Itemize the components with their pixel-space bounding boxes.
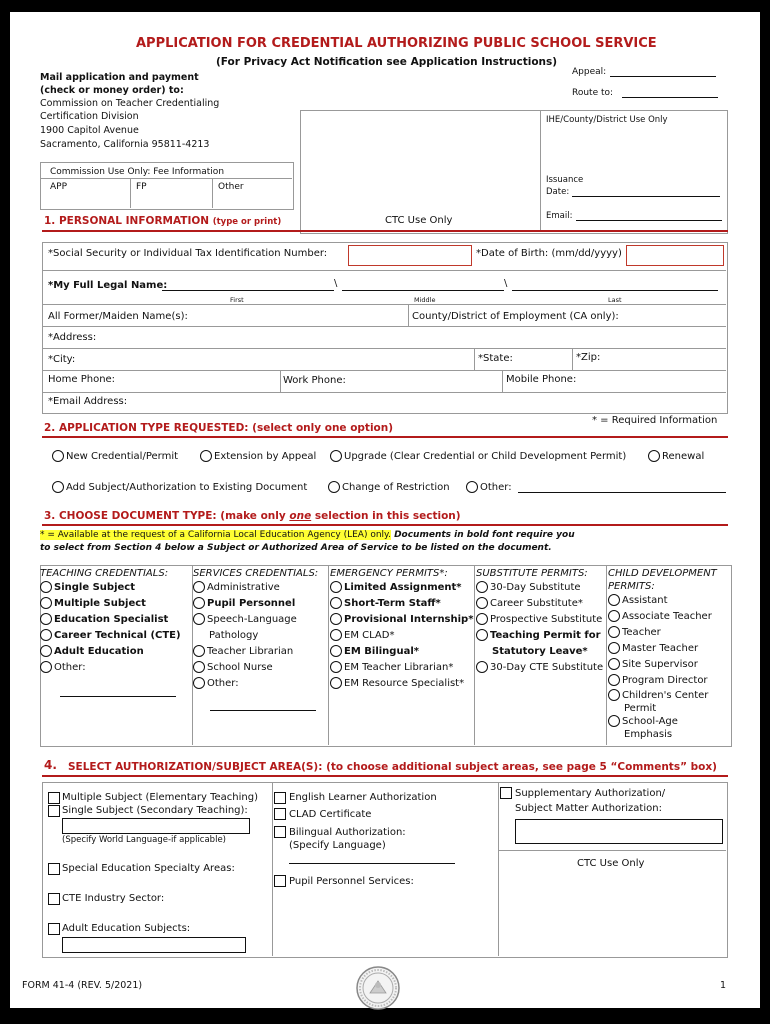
row-divider — [42, 270, 726, 271]
radio-icon — [52, 481, 64, 493]
supplementary-checkbox[interactable] — [500, 787, 512, 799]
doc-pupil-personnel[interactable]: Pupil Personnel — [193, 596, 318, 612]
work-phone-label: Work Phone: — [283, 375, 346, 386]
services-column — [193, 567, 318, 692]
radio-icon — [40, 661, 52, 673]
radio-icon — [193, 677, 205, 689]
world-language-note: (Specify World Language-if applicable) — [62, 835, 226, 845]
city-label: *City: — [48, 354, 76, 365]
address-label: *Address: — [48, 332, 97, 343]
section4-title: SELECT AUTHORIZATION/SUBJECT AREA(S): (to choose additional subject areas, see page 5 “Comments” box) — [68, 761, 717, 773]
first-name-input[interactable] — [162, 290, 334, 291]
radio-icon — [40, 613, 52, 625]
opt-upgrade[interactable]: Upgrade (Clear Credential or Child Development Permit) — [330, 450, 626, 463]
single-subject-input[interactable] — [62, 818, 250, 834]
section2-rule — [42, 436, 728, 438]
sped-checkbox[interactable] — [48, 863, 60, 875]
appeal-label: Appeal: — [572, 67, 607, 77]
state-seal-icon — [352, 965, 404, 1011]
radio-icon — [608, 642, 620, 654]
issuance-date-line[interactable] — [572, 196, 720, 197]
radio-icon — [40, 629, 52, 641]
doc-master-teacher[interactable]: Master Teacher — [608, 641, 717, 657]
doc-emphasis-caption: Emphasis — [624, 729, 673, 740]
radio-icon — [193, 645, 205, 657]
radio-icon — [330, 597, 342, 609]
col-divider — [502, 370, 503, 392]
fee-col-divider — [212, 178, 213, 208]
appeal-line[interactable] — [610, 76, 716, 77]
subject-matter-label: Subject Matter Authorization: — [515, 803, 662, 814]
el-auth-checkbox[interactable] — [274, 792, 286, 804]
services-header: SERVICES CREDENTIALS: — [193, 568, 319, 579]
sped-label: Special Education Specialty Areas: — [62, 863, 235, 874]
doc-provisional-internship[interactable]: Provisional Internship* — [330, 612, 473, 628]
grid-divider — [328, 565, 329, 745]
form-title: APPLICATION FOR CREDENTIAL AUTHORIZING PUBLIC SCHOOL SERVICE — [136, 36, 657, 51]
route-label: Route to: — [572, 88, 614, 98]
childdev-header-2: PERMITS: — [608, 581, 655, 592]
doc-teaching-permit[interactable]: Teaching Permit for — [476, 628, 603, 644]
ihe-label: IHE/County/District Use Only — [546, 115, 668, 125]
doc-teacher-librarian[interactable]: Teacher Librarian — [193, 644, 318, 660]
section4-rule — [42, 775, 728, 777]
doc-short-term-staff[interactable]: Short-Term Staff* — [330, 596, 473, 612]
radio-icon — [193, 661, 205, 673]
opt-extension[interactable]: Extension by Appeal — [200, 450, 316, 463]
doc-single-subject[interactable]: Single Subject — [40, 580, 181, 596]
adult-ed-input[interactable] — [62, 937, 246, 953]
radio-icon — [330, 450, 342, 462]
radio-icon — [330, 629, 342, 641]
bilingual-checkbox[interactable] — [274, 826, 286, 838]
doc-adult-education[interactable]: Adult Education — [40, 644, 181, 660]
doc-program-director[interactable]: Program Director — [608, 673, 717, 689]
emergency-header: EMERGENCY PERMITS*: — [330, 568, 448, 579]
col-divider — [408, 304, 409, 326]
issuance-label: Issuance — [546, 175, 584, 185]
cte-label: CTE Industry Sector: — [62, 893, 165, 904]
single-subject-label: Single Subject (Secondary Teaching): — [62, 805, 248, 816]
doc-limited-assignment[interactable]: Limited Assignment* — [330, 580, 473, 596]
doc-statutory-leave: Statutory Leave* — [492, 646, 588, 657]
doc-pathology: Pathology — [209, 630, 259, 641]
multiple-subject-label: Multiple Subject (Elementary Teaching) — [62, 792, 258, 803]
opt-renewal[interactable]: Renewal — [648, 450, 704, 463]
single-subject-checkbox[interactable] — [48, 805, 60, 817]
childdev-header: CHILD DEVELOPMENT — [608, 568, 717, 579]
doc-childrens-center[interactable]: Children's Center — [608, 689, 717, 702]
mail-line: Mail application and payment — [40, 72, 199, 83]
childdev-column — [608, 567, 717, 741]
name-separator: \ — [334, 278, 338, 289]
ssn-label: *Social Security or Individual Tax Identification Number: — [48, 248, 328, 259]
doc-prospective-substitute[interactable]: Prospective Substitute — [476, 612, 603, 628]
doc-permit-caption: Permit — [624, 703, 657, 714]
other-input[interactable] — [518, 492, 726, 493]
form-id: FORM 41-4 (REV. 5/2021) — [22, 980, 143, 991]
middle-caption: Middle — [414, 296, 436, 304]
mobile-phone-label: Mobile Phone: — [506, 374, 577, 385]
col-divider — [572, 348, 573, 370]
dob-label: *Date of Birth: (mm/dd/yyyy) — [476, 248, 622, 259]
page-number: 1 — [720, 980, 727, 991]
opt-new-credential[interactable]: New Credential/Permit — [52, 450, 178, 463]
adult-ed-label: Adult Education Subjects: — [62, 923, 191, 934]
doc-multiple-subject[interactable]: Multiple Subject — [40, 596, 181, 612]
doc-school-nurse[interactable]: School Nurse — [193, 660, 318, 676]
radio-icon — [608, 674, 620, 686]
teaching-column — [40, 567, 181, 676]
teaching-header: TEACHING CREDENTIALS: — [40, 568, 169, 579]
ctc-email-line[interactable] — [576, 220, 722, 221]
radio-icon — [330, 661, 342, 673]
radio-icon — [193, 581, 205, 593]
last-caption: Last — [608, 296, 622, 304]
opt-other[interactable]: Other: — [466, 481, 512, 494]
radio-icon — [52, 450, 64, 462]
clad-checkbox[interactable] — [274, 808, 286, 820]
section3-title: 3. CHOOSE DOCUMENT TYPE: (make only one selection in this section) — [44, 510, 461, 522]
county-label: County/District of Employment (CA only): — [412, 311, 619, 322]
radio-icon — [200, 450, 212, 462]
cte-checkbox[interactable] — [48, 893, 60, 905]
former-name-label: All Former/Maiden Name(s): — [48, 311, 188, 322]
form-page — [10, 12, 760, 1008]
fee-other: Other — [218, 182, 244, 192]
radio-icon — [648, 450, 660, 462]
bilingual-language-input[interactable] — [289, 863, 455, 864]
supplementary-input[interactable] — [515, 819, 723, 844]
row-divider — [42, 392, 726, 393]
row-divider — [42, 348, 726, 349]
radio-icon — [608, 594, 620, 606]
multiple-subject-checkbox[interactable] — [48, 792, 60, 804]
radio-icon — [608, 689, 620, 701]
radio-icon — [608, 715, 620, 727]
section3-note: * = Available at the request of a California Local Education Agency (LEA) only. Documents in bold font require you — [40, 530, 575, 540]
route-line[interactable] — [622, 97, 718, 98]
required-note: * = Required Information — [592, 415, 718, 426]
radio-icon — [608, 610, 620, 622]
section3-note-line2: to select from Section 4 below a Subject or Authorized Area of Service to be listed on the document. — [40, 543, 552, 553]
services-other-input[interactable] — [210, 710, 316, 711]
name-label: *My Full Legal Name: — [48, 280, 168, 291]
pupil-services-checkbox[interactable] — [274, 875, 286, 887]
specify-language-label: (Specify Language) — [289, 840, 386, 851]
first-caption: First — [230, 296, 244, 304]
radio-icon — [40, 597, 52, 609]
ctc-divider — [498, 850, 726, 851]
mail-line: (check or money order) to: — [40, 85, 184, 96]
doc-em-bilingual[interactable]: EM Bilingual* — [330, 644, 473, 660]
clad-label: CLAD Certificate — [289, 809, 372, 820]
grid-divider — [606, 565, 607, 745]
row-divider — [42, 304, 726, 305]
radio-icon — [330, 645, 342, 657]
adult-ed-checkbox[interactable] — [48, 923, 60, 935]
ssn-input[interactable] — [348, 245, 472, 266]
doc-site-supervisor[interactable]: Site Supervisor — [608, 657, 717, 673]
section4-ctc-use-only: CTC Use Only — [577, 858, 645, 869]
radio-icon — [193, 597, 205, 609]
radio-icon — [608, 658, 620, 670]
zip-label: *Zip: — [576, 352, 601, 363]
home-phone-label: Home Phone: — [48, 374, 116, 385]
radio-icon — [476, 661, 488, 673]
mail-line: 1900 Capitol Avenue — [40, 125, 139, 136]
doc-em-teacher-librarian[interactable]: EM Teacher Librarian* — [330, 660, 473, 676]
supplementary-label: Supplementary Authorization/ — [515, 788, 666, 799]
radio-icon — [328, 481, 340, 493]
doc-em-clad[interactable]: EM CLAD* — [330, 628, 473, 644]
el-auth-label: English Learner Authorization — [289, 792, 437, 803]
teaching-other-input[interactable] — [60, 696, 176, 697]
doc-education-specialist[interactable]: Education Specialist — [40, 612, 181, 628]
opt-change-restriction[interactable]: Change of Restriction — [328, 481, 450, 494]
radio-icon — [330, 613, 342, 625]
row-divider — [42, 326, 726, 327]
doc-30-day-cte-substitute[interactable]: 30-Day CTE Substitute — [476, 660, 603, 676]
doc-em-resource-specialist[interactable]: EM Resource Specialist* — [330, 676, 473, 692]
doc-school-age[interactable]: School-Age — [608, 715, 717, 728]
section4-num: 4. — [44, 758, 57, 772]
radio-icon — [330, 677, 342, 689]
doc-cd-teacher[interactable]: Teacher — [608, 625, 717, 641]
ctc-email-label: Email: — [546, 211, 573, 221]
email-label: *Email Address: — [48, 396, 128, 407]
radio-icon — [476, 581, 488, 593]
doc-administrative[interactable]: Administrative — [193, 580, 318, 596]
radio-icon — [330, 581, 342, 593]
state-label: *State: — [478, 353, 513, 364]
middle-name-input[interactable] — [342, 290, 504, 291]
grid-divider — [474, 565, 475, 745]
grid-divider — [498, 782, 499, 956]
doc-services-other[interactable]: Other: — [193, 676, 318, 692]
personal-info-box — [42, 242, 728, 414]
radio-icon — [476, 613, 488, 625]
form-subtitle: (For Privacy Act Notification see Application Instructions) — [216, 56, 558, 68]
substitute-column — [476, 567, 603, 676]
grid-divider — [272, 782, 273, 956]
doc-career-technical[interactable]: Career Technical (CTE) — [40, 628, 181, 644]
name-separator: \ — [504, 278, 508, 289]
mail-line: Commission on Teacher Credentialing — [40, 98, 220, 109]
doc-career-substitute[interactable]: Career Substitute* — [476, 596, 603, 612]
substitute-header: SUBSTITUTE PERMITS: — [476, 568, 588, 579]
section1-rule — [42, 230, 728, 232]
radio-icon — [476, 629, 488, 641]
doc-teaching-other[interactable]: Other: — [40, 660, 181, 676]
row-divider — [42, 370, 726, 371]
fee-divider — [40, 178, 292, 179]
dob-input[interactable] — [626, 245, 724, 266]
doc-30-day-substitute[interactable]: 30-Day Substitute — [476, 580, 603, 596]
opt-add-subject[interactable]: Add Subject/Authorization to Existing Document — [52, 481, 307, 494]
bilingual-label: Bilingual Authorization: — [289, 827, 406, 838]
last-name-input[interactable] — [512, 290, 718, 291]
doc-speech-language[interactable]: Speech-Language — [193, 612, 318, 628]
col-divider — [474, 348, 475, 370]
radio-icon — [608, 626, 620, 638]
radio-icon — [476, 597, 488, 609]
col-divider — [280, 370, 281, 392]
doc-assistant[interactable]: Assistant — [608, 593, 717, 609]
radio-icon — [40, 645, 52, 657]
fee-title: Commission Use Only: Fee Information — [50, 167, 225, 177]
fee-app: APP — [50, 182, 68, 192]
radio-icon — [466, 481, 478, 493]
section2-title: 2. APPLICATION TYPE REQUESTED: (select only one option) — [44, 422, 394, 434]
mail-line: Sacramento, California 95811-4213 — [40, 139, 210, 150]
ctc-use-only-label: CTC Use Only — [385, 215, 453, 226]
emergency-column — [330, 567, 473, 692]
doc-associate-teacher[interactable]: Associate Teacher — [608, 609, 717, 625]
radio-icon — [193, 613, 205, 625]
section1-title: 1. PERSONAL INFORMATION (type or print) — [44, 215, 282, 227]
section3-rule — [42, 524, 728, 526]
fee-fp: FP — [136, 182, 147, 192]
fee-col-divider — [130, 178, 131, 208]
radio-icon — [40, 581, 52, 593]
date-label: Date: — [546, 187, 570, 197]
mail-line: Certification Division — [40, 111, 139, 122]
pupil-services-label: Pupil Personnel Services: — [289, 876, 414, 887]
